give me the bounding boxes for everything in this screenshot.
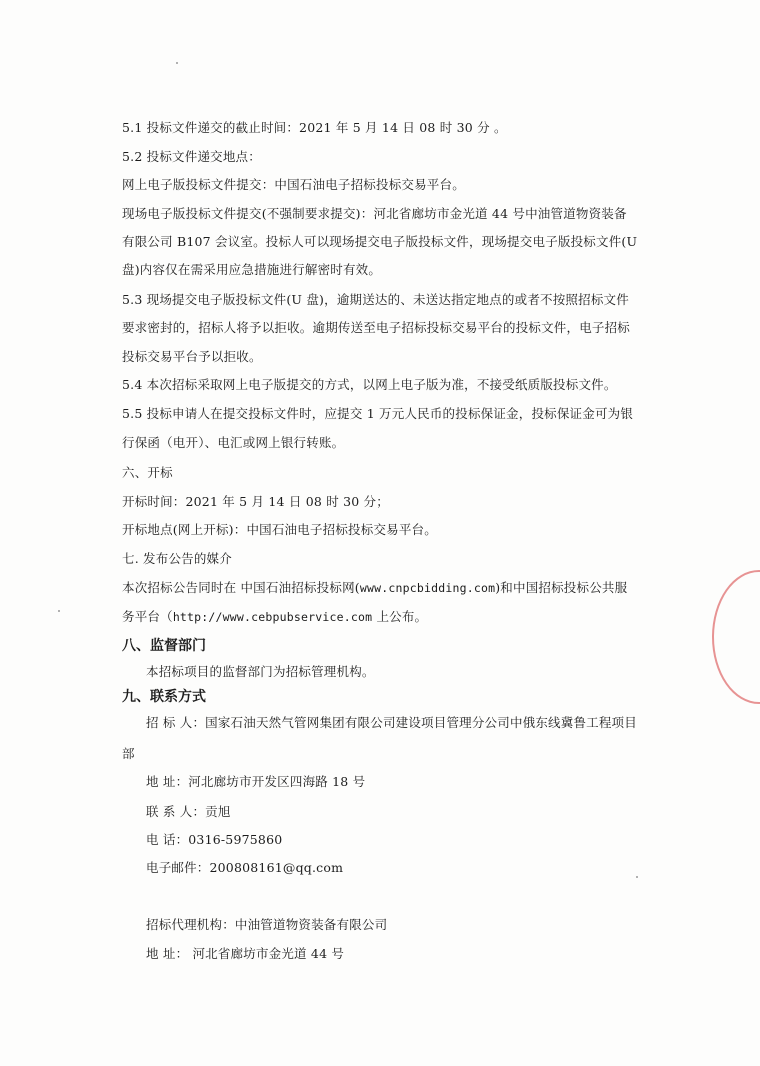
agency-address: 地 址： 河北省廊坊市金光道 44 号 — [146, 946, 345, 961]
contact-phone: 电 话：0316-5975860 — [146, 832, 283, 847]
publication-media-heading: 七. 发布公告的媒介 — [122, 551, 232, 566]
agency-name: 招标代理机构：中油管道物资装备有限公司 — [146, 917, 388, 932]
onsite-submission-line-2: 有限公司 B107 会议室。投标人可以现场提交电子版投标文件，现场提交电子版投标文件(U — [122, 234, 638, 249]
publication-line-1 — [122, 580, 627, 596]
tenderer-address: 地 址：河北廊坊市开发区四海路 18 号 — [146, 774, 366, 789]
contact-email[interactable]: 电子邮件：200808161@qq.com — [146, 860, 344, 875]
submission-location-heading: 5.2 投标文件递交地点： — [122, 149, 261, 164]
contact-person: 联 系 人：贡旭 — [146, 804, 231, 819]
publication-line-2 — [122, 609, 427, 625]
bid-opening-heading: 六、开标 — [122, 465, 173, 480]
publication-text-d: 上公布。 — [372, 609, 428, 624]
bid-opening-location: 开标地点(网上开标)：中国石油电子招标投标交易平台。 — [122, 522, 437, 537]
contact-heading: 九、联系方式 — [122, 689, 206, 705]
late-submission-line-1: 5.3 现场提交电子版投标文件(U 盘)，逾期送达的、未送达指定地点的或者不按照招标文件 — [122, 292, 629, 307]
supervision-heading: 八、监督部门 — [122, 638, 206, 654]
late-submission-line-3: 投标交易平台予以拒收。 — [122, 349, 262, 364]
late-submission-line-2: 要求密封的，招标人将予以拒收。逾期传送至电子招标投标交易平台的投标文件，电子招标 — [122, 320, 631, 335]
cebpubservice-link[interactable]: http://www.cebpubservice.com — [172, 610, 373, 624]
publication-text-c: 务平台（ — [122, 609, 173, 624]
tenderer-line-1: 招 标 人：国家石油天然气管网集团有限公司建设项目管理分公司中俄东线冀鲁工程项目 — [146, 715, 637, 730]
bid-deadline-line: 5.1 投标文件递交的截止时间：2021 年 5 月 14 日 08 时 30 分 。 — [122, 120, 507, 135]
bid-bond-line-1: 5.5 投标申请人在提交投标文件时，应提交 1 万元人民币的投标保证金，投标保证金可为银 — [122, 406, 634, 421]
bid-bond-line-2: 行保函（电开）、电汇或网上银行转账。 — [122, 435, 345, 450]
red-seal-stamp — [712, 570, 760, 704]
electronic-only-line: 5.4 本次招标采取网上电子版提交的方式，以网上电子版为准，不接受纸质版投标文件。 — [122, 377, 617, 392]
paper-speck — [58, 610, 60, 612]
bid-opening-time: 开标时间：2021 年 5 月 14 日 08 时 30 分； — [122, 494, 389, 509]
publication-text-b: )和中国招标投标公共服 — [495, 580, 628, 595]
online-submission-line: 网上电子版投标文件提交：中国石油电子招标投标交易平台。 — [122, 177, 465, 192]
onsite-submission-line-3: 盘)内容仅在需采用应急措施进行解密时有效。 — [122, 262, 382, 277]
paper-speck — [176, 62, 178, 64]
paper-speck — [636, 876, 638, 878]
tenderer-line-2: 部 — [122, 746, 135, 761]
publication-text-a: 本次招标公告同时在 中国石油招标投标网( — [122, 580, 360, 595]
onsite-submission-line-1: 现场电子版投标文件提交(不强制要求提交)：河北省廊坊市金光道 44 号中油管道物资装备 — [122, 206, 627, 221]
cnpc-bidding-link[interactable]: www.cnpcbidding.com — [359, 581, 496, 595]
supervision-text: 本招标项目的监督部门为招标管理机构。 — [146, 664, 375, 679]
